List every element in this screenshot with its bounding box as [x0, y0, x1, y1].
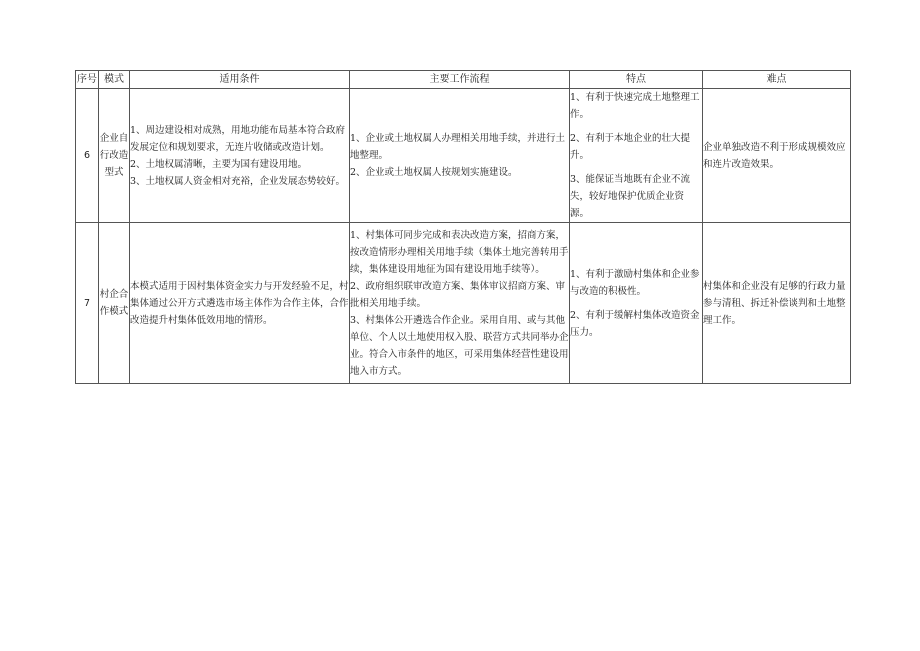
row-number: 6 — [76, 89, 99, 223]
mode-cell: 企业自行改造型式 — [99, 89, 130, 223]
feature-item: 3、能保证当地既有企业不流失，较好地保护优质企业资源。 — [570, 174, 691, 219]
feature-item: 2、有利于本地企业的壮大提升。 — [570, 133, 691, 161]
header-conditions: 适用条件 — [130, 71, 350, 89]
workflow-item: 2、政府组织联审改造方案、集体审议招商方案、审批相关用地手续。 — [350, 280, 566, 309]
header-difficulties: 难点 — [703, 71, 851, 89]
condition-item: 2、土地权属清晰，主要为国有建设用地。 — [130, 158, 308, 170]
workflow-cell — [350, 223, 570, 384]
workflow-item: 1、村集体可同步完成和表决改造方案，招商方案，按改造情形办理相关用地手续（集体土地完善转用手续，集体建设用地征为国有建设用地手续等）。 — [350, 229, 569, 275]
header-mode: 模式 — [99, 71, 130, 89]
features-cell — [570, 223, 703, 384]
workflow-item: 1、企业或土地权属人办理相关用地手续，并进行土地整理。 — [350, 133, 566, 161]
feature-item: 2、有利于缓解村集体改造资金压力。 — [570, 309, 700, 338]
row-number: 7 — [76, 223, 99, 384]
conditions-cell — [130, 89, 350, 223]
feature-item: 1、有利于快速完成土地整理工作。 — [570, 92, 700, 120]
condition-item: 本模式适用于因村集体资金实力与开发经验不足，村集体通过公开方式遴选市场主体作为合作主体，合作改造提升村集体低效用地的情形。 — [130, 280, 349, 326]
features-cell — [570, 89, 703, 223]
condition-item: 3、土地权属人资金相对充裕，企业发展态势较好。 — [130, 175, 346, 187]
difficulties-cell: 村集体和企业没有足够的行政力量参与清租、拆迁补偿谈判和土地整理工作。 — [703, 223, 851, 384]
header-no: 序号 — [76, 71, 99, 89]
header-features: 特点 — [570, 71, 703, 89]
workflow-item: 3、村集体公开遴选合作企业。采用自用、或与其他单位、个人以土地使用权入股、联营方式共同举办企业。符合入市条件的地区，可采用集体经营性建设用地入市方式。 — [350, 314, 569, 377]
workflow-item: 2、企业或土地权属人按规划实施建设。 — [350, 167, 518, 178]
table-row — [76, 89, 851, 223]
mode-cell: 村企合作模式 — [99, 223, 130, 384]
difficulties-cell: 企业单独改造不利于形成规模效应和连片改造效果。 — [703, 89, 851, 223]
conditions-cell — [130, 223, 350, 384]
table-row — [76, 223, 851, 384]
header-workflow: 主要工作流程 — [350, 71, 570, 89]
workflow-cell — [350, 89, 570, 223]
reform-modes-table — [75, 70, 851, 384]
feature-item: 1、有利于激励村集体和企业参与改造的积极性。 — [570, 268, 700, 297]
condition-item: 1、周边建设相对成熟，用地功能布局基本符合政府发展定位和规划要求，无连片收储或改造计划。 — [130, 124, 346, 153]
table-header-row — [76, 71, 851, 89]
